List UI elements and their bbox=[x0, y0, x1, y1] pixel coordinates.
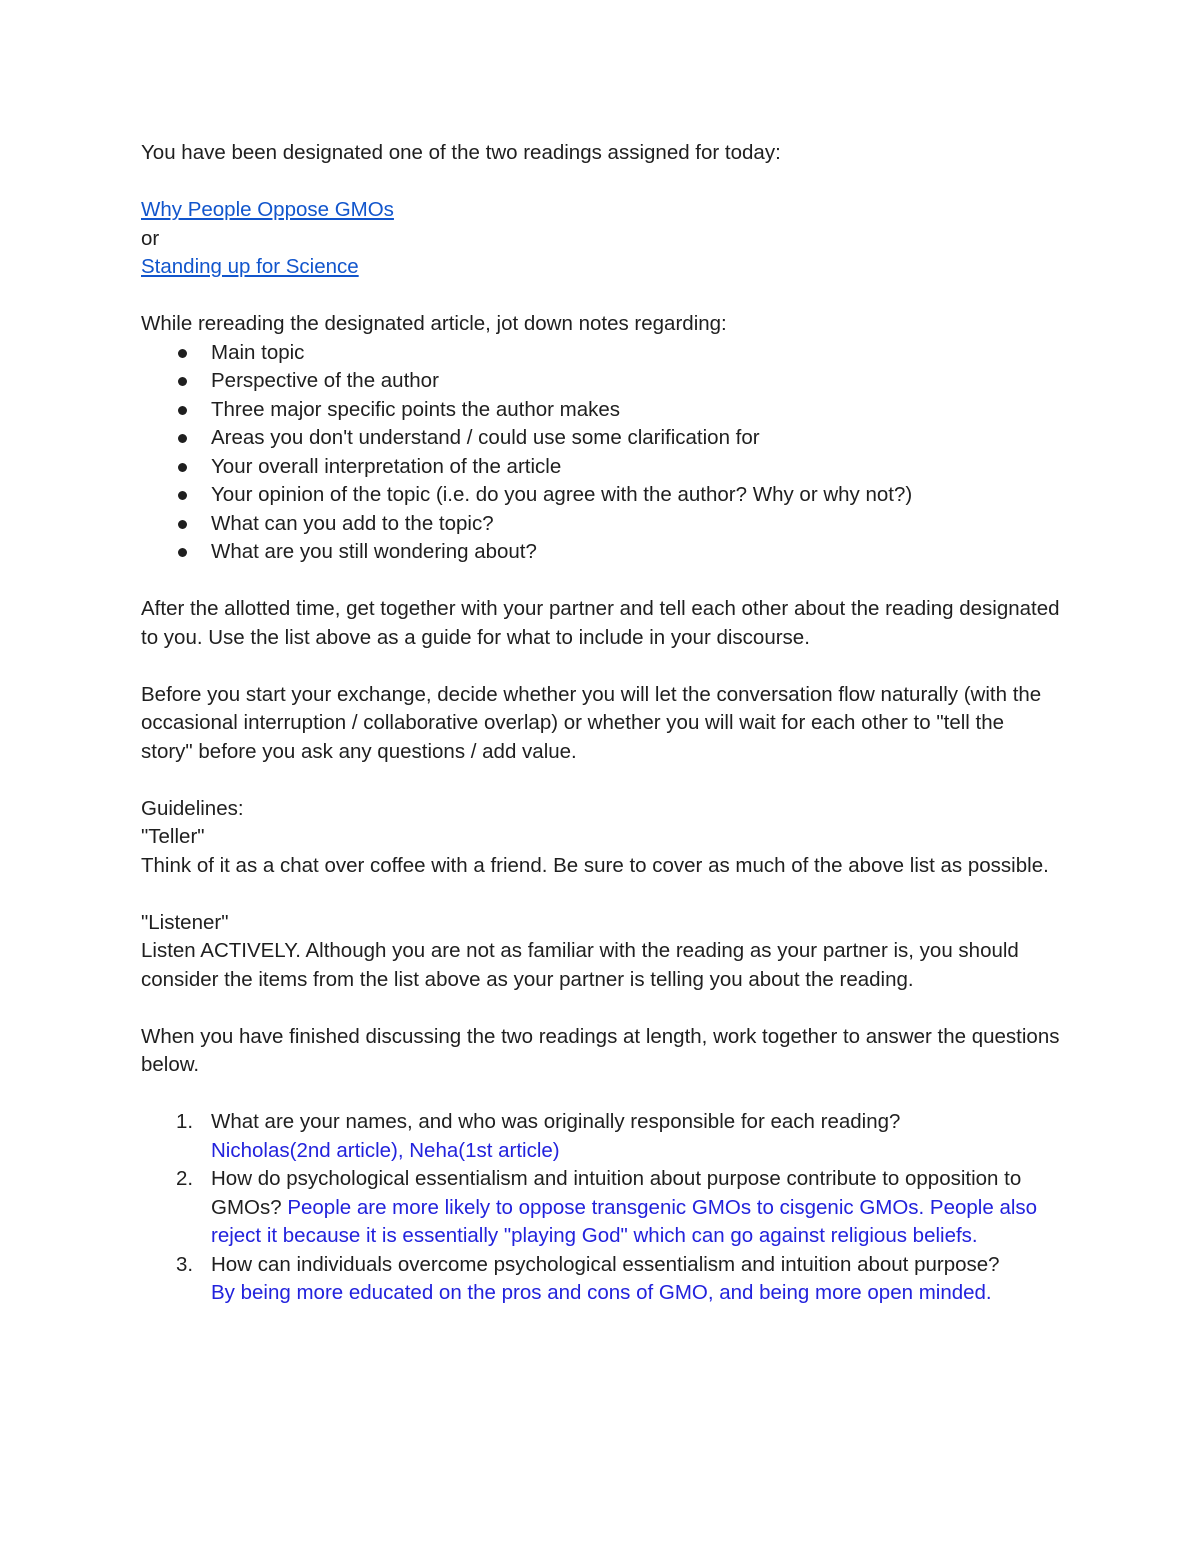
reading-link-standing-up-for-science[interactable]: Standing up for Science bbox=[141, 255, 359, 278]
list-item bbox=[141, 510, 1061, 539]
bullet-icon bbox=[178, 491, 187, 500]
list-item bbox=[141, 424, 1061, 453]
spacer bbox=[141, 994, 1061, 1023]
guidelines-heading: Guidelines: bbox=[141, 796, 244, 820]
list-item bbox=[141, 481, 1061, 510]
list-item-text: What are you still wondering about? bbox=[211, 540, 537, 563]
listener-text: Listen ACTIVELY. Although you are not as familiar with the reading as your partner is, you should consider the items from the list above as your partner is telling you about the reading. bbox=[141, 939, 1019, 991]
notes-list bbox=[141, 339, 1061, 567]
notes-heading: While rereading the designated article, jot down notes regarding: bbox=[141, 312, 727, 335]
list-item bbox=[141, 396, 1061, 425]
bullet-icon bbox=[178, 520, 187, 529]
question-item bbox=[141, 1108, 1061, 1165]
list-item-text: Areas you don't understand / could use some clarification for bbox=[211, 426, 760, 449]
list-item-text: What can you add to the topic? bbox=[211, 511, 494, 535]
listener-label: "Listener" bbox=[141, 910, 229, 934]
list-item-text: Perspective of the author bbox=[211, 369, 439, 392]
answer-text: Nicholas(2nd article), Neha(1st article) bbox=[211, 1138, 560, 1162]
finish-paragraph: When you have finished discussing the two readings at length, work together to answer the questions below. bbox=[141, 1024, 1060, 1076]
bullet-icon bbox=[178, 349, 187, 358]
bullet-icon bbox=[178, 406, 187, 415]
question-text: How do psychological essentialism and intuition about purpose contribute to opposition to GMOs? bbox=[211, 1167, 1022, 1219]
question-item bbox=[141, 1165, 1061, 1251]
link-separator: or bbox=[141, 226, 160, 250]
question-text: How can individuals overcome psychological essentialism and intuition about purpose? bbox=[211, 1252, 1000, 1276]
question-number: 1. bbox=[176, 1110, 194, 1133]
question-number: 2. bbox=[176, 1167, 194, 1190]
spacer bbox=[141, 168, 1061, 197]
list-item bbox=[141, 453, 1061, 482]
list-item-text: Your opinion of the topic (i.e. do you agree with the author? Why or why not?) bbox=[211, 483, 913, 506]
before-exchange-paragraph: Before you start your exchange, decide whether you will let the conversation flow naturally (with the occasional interruption / collaborative overlap) or whether you will wait for each other to "tell the story" before you ask any questions / add value. bbox=[141, 682, 1042, 763]
list-item-text: Your overall interpretation of the article bbox=[211, 454, 562, 478]
answer-text: By being more educated on the pros and cons of GMO, and being more open minded. bbox=[211, 1281, 992, 1304]
reading-link-1-line bbox=[141, 196, 1061, 225]
spacer bbox=[141, 567, 1061, 596]
list-item bbox=[141, 538, 1061, 567]
list-item bbox=[141, 339, 1061, 368]
question-number: 3. bbox=[176, 1252, 194, 1276]
spacer bbox=[141, 766, 1061, 795]
question-text: What are your names, and who was originally responsible for each reading? bbox=[211, 1110, 901, 1133]
spacer bbox=[141, 652, 1061, 681]
list-item-text: Three major specific points the author makes bbox=[211, 397, 621, 421]
after-time-paragraph: After the allotted time, get together with your partner and tell each other about the reading designated to you. Use the list above as a guide for what to include in your discourse. bbox=[141, 597, 1060, 649]
bullet-icon bbox=[178, 463, 187, 472]
bullet-icon bbox=[178, 548, 187, 557]
intro-text: You have been designated one of the two readings assigned for today: bbox=[141, 141, 781, 164]
list-item-text: Main topic bbox=[211, 340, 305, 364]
spacer bbox=[141, 880, 1061, 909]
list-item bbox=[141, 367, 1061, 396]
answer-text: People are more likely to oppose transgenic GMOs to cisgenic GMOs. People also reject it because it is essentially "playing God" which can go against religious beliefs. bbox=[211, 1195, 1038, 1247]
reading-link-why-people-oppose-gmos[interactable]: Why People Oppose GMOs bbox=[141, 198, 394, 221]
document-page bbox=[141, 139, 1061, 1308]
teller-label: "Teller" bbox=[141, 825, 205, 848]
question-item bbox=[141, 1251, 1061, 1308]
bullet-icon bbox=[178, 434, 187, 443]
questions-list bbox=[141, 1108, 1061, 1308]
bullet-icon bbox=[178, 377, 187, 386]
teller-text: Think of it as a chat over coffee with a friend. Be sure to cover as much of the above list as possible. bbox=[141, 853, 1049, 877]
spacer bbox=[141, 282, 1061, 311]
spacer bbox=[141, 1080, 1061, 1109]
reading-link-2-line bbox=[141, 253, 1061, 282]
